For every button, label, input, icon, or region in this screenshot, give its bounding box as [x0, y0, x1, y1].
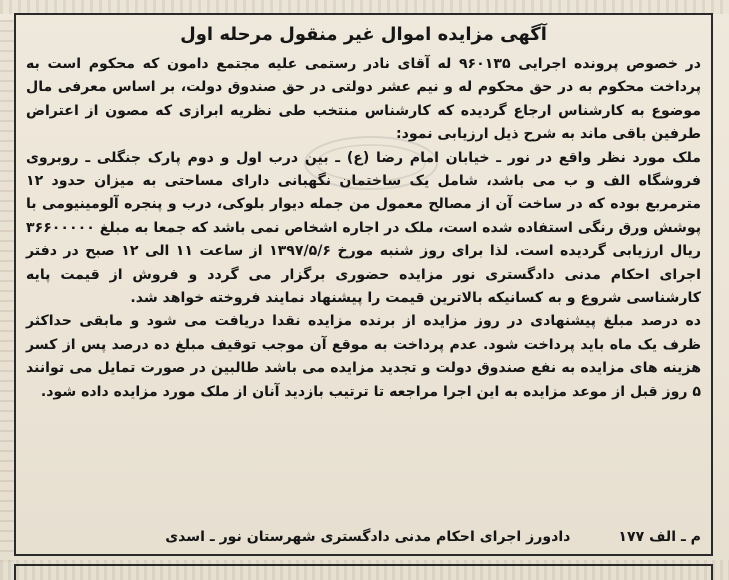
notice-title: آگهی مزایده اموال غیر منقول مرحله اول	[180, 24, 547, 45]
stamp-watermark-icon	[301, 133, 441, 193]
auction-notice	[14, 13, 713, 556]
notice-paragraph: ده درصد مبلغ پیشنهادی در روز مزایده از برنده مزایده نقدا دریافت می شود و مابقی حداکثر ظرف یک ماه باید پرداخت شود. عدم پرداخت به موقع آن موجب توقیف مبلغ ده درصد پس از کسر هزینه های مزایده به نفع صندوق دولت و تجدید مزایده می باشد طالبین در صورت تمایل می توانند ۵ روز قبل از موعد مزایده به این اجرا مراجعه تا ترتیب بازدید آنان از ملک مورد مزایده داده شود.	[26, 313, 701, 400]
notice-footer	[26, 526, 701, 548]
notice-paragraph: در خصوص پرونده اجرایی ۹۶۰۱۳۵ له آقای نادر رستمی علیه مجتمع دامون که محکوم است به پرداخت محکوم به در حق محکوم له و نیم عشر دولتی در حق صندوق دولت، بر اساس معرفی مال موضوع به کارشناس ارجاع گردیده که کارشناس منتخب طی نظریه ابرازی که مصون از اعتراض طرفین باقی ماند به شرح ذیل ارزیابی نمود:	[26, 56, 701, 143]
next-notice-border	[14, 564, 713, 580]
notice-signature: دادورز اجرای احکام مدنی دادگستری شهرستان نور ـ اسدی	[165, 529, 571, 545]
notice-code: م ـ الف ۱۷۷	[618, 529, 701, 545]
notice-paragraph: ملک مورد نظر واقع در نور ـ خیابان امام رضا (ع) ـ بین درب اول و دوم پارک جنگلی ـ روبروی فروشگاه الف و ب می باشد، شامل یک ساختمان نگهبانی دارای مساحتی به میزان حدود ۱۲ مترمربع بوده که در ساخت آن از مصالح معمول من جمله دیوار بلوکی، درب و پنجره آلومینیومی با پوشش ورق رنگی استفاده شده است، ملک در اجاره اشخاص نمی باشد که جمعا به مبلغ ۳۶۶۰۰۰۰۰ ریال ارزیابی گردیده است. لذا برای روز شنبه مورخ ۱۳۹۷/۵/۶ از ساعت ۱۱ الی ۱۲ صبح در دفتر اجرای احکام مدنی دادگستری نور مزایده حضوری برگزار می گردد و فروش از قیمت پایه کارشناسی شروع و به کسانیکه بالاترین قیمت را پیشنهاد نمایند فروخته خواهد شد.	[26, 149, 702, 307]
previous-column-strip	[0, 0, 729, 14]
adjacent-column-edge	[0, 20, 14, 570]
